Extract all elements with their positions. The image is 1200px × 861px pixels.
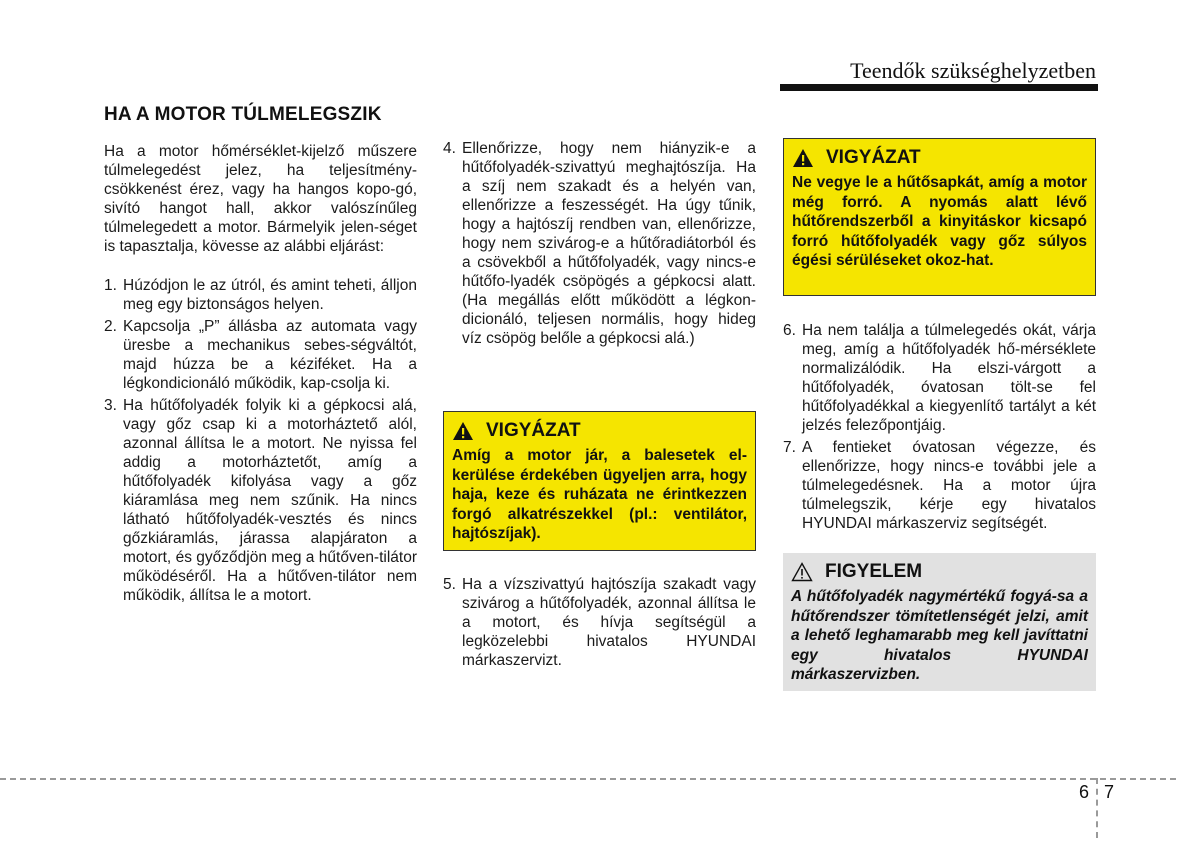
footer-vertical-dash	[1096, 778, 1098, 838]
list-item	[783, 438, 1096, 533]
intro-paragraph: Ha a motor hőmérséklet-kijelző műszere túlmelegedést jelez, ha teljesítmény-csökkenést érez, vagy ha hangos kopo-gó, sivító hangot hall, akkor valószínűleg túlmelegedett a motor. Bármelyik jelen-séget is tapasztalja, kövesse az alábbi eljárást:	[104, 143, 417, 255]
steps-list-1	[104, 276, 417, 605]
warning-text: Ne vegye le a hűtősapkát, amíg a motor még forró. A nyomás alatt lévő hűtőrendszerből a kinyitáskor kicsapó forró hűtőfolyadék vagy gőz súlyos égési sérüléseket okoz-hat.	[792, 174, 1087, 269]
step-text: Ha hűtőfolyadék folyik ki a gépkocsi alá, vagy gőz csap ki a motorháztető alól, azonnal állítsa le a motort. Ne nyissa fel addig a motorháztetőt, amíg a hűtőfolyadék kifolyása vagy a gőz kiáramlása meg nem szűnik. Ha nincs látható hűtőfolyadék-vesztés és nincs gőzkiáramlás, járassa alapjáraton a motort, és győződjön meg a hűtőven-tilátor működéséről. Ha a hűtőven-tilátor nem működik, állítsa le a motort.	[123, 397, 417, 604]
note-text: A hűtőfolyadék nagymértékű fogyá-sa a hűtőrendszer tömítetlenségét jelzi, amit a lehető leghamarabb meg kell javíttatni egy hivatalos HYUNDAI márkaszervizben.	[791, 588, 1088, 683]
header-rule	[780, 84, 1098, 91]
list-item	[104, 276, 417, 314]
step-text: Húzódjon le az útról, és amint teheti, álljon meg egy biztonságos helyen.	[123, 277, 417, 313]
warning-triangle-icon	[792, 148, 814, 168]
page-header-title: Teendők szükséghelyzetben	[850, 58, 1096, 83]
page-number: 7	[1104, 782, 1115, 802]
footer-dashed-rule	[0, 778, 1176, 780]
step-text: Ha a vízszivattyú hajtószíja szakadt vagy szivárog a hűtőfolyadék, azonnal állítsa le a motort, és hívja segítségül a legközelebbi hivatalos HYUNDAI márkaszervizt.	[462, 576, 756, 669]
warning-text: Amíg a motor jár, a balesetek el-kerülése érdekében ügyeljen arra, hogy haja, keze és ruházata ne érintkezzen forgó alkatrészekkel (pl.: ventilátor, hajtószíjak).	[452, 447, 747, 542]
step-number: 6.	[783, 322, 796, 339]
column-middle	[443, 139, 756, 351]
warning-triangle-icon	[452, 421, 474, 441]
warning-box-moving-parts	[443, 411, 756, 551]
step-text: Ha nem találja a túlmelegedés okát, várja meg, amíg a hűtőfolyadék hő-mérséklete normalizálódik. Ha elszi-várgott a hűtőfolyadék, óvatosan tölt-se fel hűtőfolyadékkal a kiegyenlítő tartályt a két jelzés felezőpontjáig.	[802, 322, 1096, 434]
warning-box-radiator-cap	[783, 138, 1096, 296]
step-text: A fentieket óvatosan végezze, és ellenőrizze, hogy nincs-e további jele a túlmelegedésnek. Ha a motor újra túlmelegszik, kérje egy hivatalos HYUNDAI márkaszerviz segítségét.	[802, 439, 1096, 532]
step-number: 5.	[443, 576, 456, 593]
warning-title: VIGYÁZAT	[486, 420, 581, 441]
note-box-coolant	[783, 553, 1096, 691]
column-left	[104, 142, 417, 608]
section-title: HA A MOTOR TÚLMELEGSZIK	[104, 104, 382, 125]
step-text: Ellenőrizze, hogy nem hiányzik-e a hűtőfolyadék-szivattyú meghajtószíja. Ha a szíj nem szakadt és a helyén van, ellenőrizze a feszességét. Ha úgy tűnik, hogy a hajtószíj rendben van, ellenőrizze, hogy nem szivárog-e a hűtőradiátorból és a csövekből a hűtőfolyadék, vagy nincs-e hűtőfo-lyadék csöpögés a gépkocsi alatt. (Ha megállás előtt működött a légkon-dicionáló, teljesen normális, hogy hideg víz csöpög belőle a gépkocsi alá.)	[462, 140, 756, 347]
step-number: 1.	[104, 277, 117, 294]
step-number: 7.	[783, 439, 796, 456]
list-item	[443, 575, 756, 670]
steps-list-2	[443, 139, 756, 348]
list-item	[443, 139, 756, 348]
step-number: 4.	[443, 140, 456, 157]
list-item	[104, 396, 417, 605]
column-middle-lower	[443, 575, 756, 673]
steps-list-4	[783, 321, 1096, 533]
list-item	[104, 317, 417, 393]
steps-list-3	[443, 575, 756, 670]
list-item	[783, 321, 1096, 435]
caution-triangle-icon	[791, 562, 813, 582]
warning-title: VIGYÁZAT	[826, 147, 921, 168]
step-number: 3.	[104, 397, 117, 414]
note-title: FIGYELEM	[825, 561, 923, 582]
chapter-number: 6	[1079, 782, 1090, 802]
step-text: Kapcsolja „P” állásba az automata vagy üresbe a mechanikus sebes-ségváltót, majd húzza be a kéziféket. Ha a légkondicionáló működik, kap-csolja ki.	[123, 318, 417, 392]
column-right	[783, 321, 1096, 536]
step-number: 2.	[104, 318, 117, 335]
